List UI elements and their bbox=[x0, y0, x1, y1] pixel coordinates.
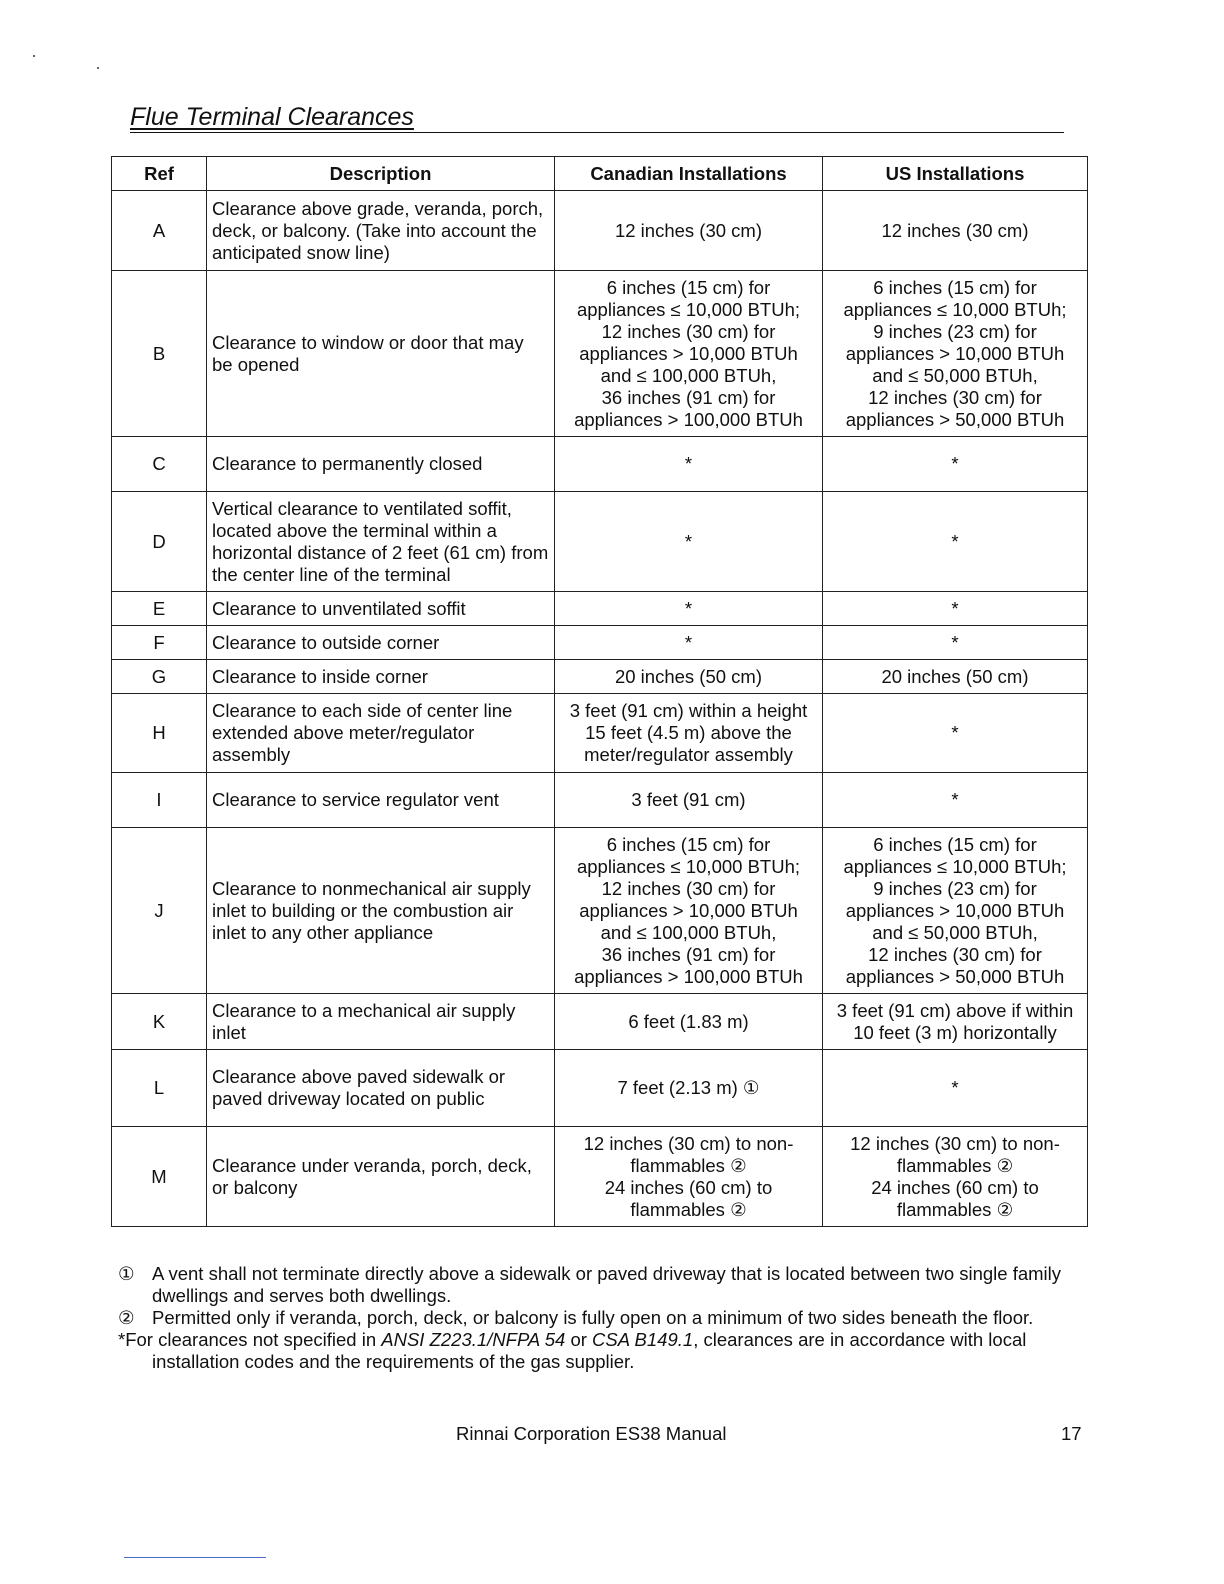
us-cell: 6 inches (15 cm) for appliances ≤ 10,000 BTUh; 9 inches (23 cm) for appliances > 10,000 BTUh and ≤ 50,000 BTUh, 12 inches (30 cm) for appliances > 50,000 BTUh bbox=[823, 271, 1088, 437]
canadian-cell: 6 inches (15 cm) for appliances ≤ 10,000 BTUh; 12 inches (30 cm) for appliances > 10,000 BTUh and ≤ 100,000 BTUh, 36 inches (91 cm) for appliances > 100,000 BTUh bbox=[555, 271, 823, 437]
ref-cell: D bbox=[112, 492, 207, 592]
us-cell: * bbox=[823, 773, 1088, 828]
scan-speck bbox=[97, 67, 99, 69]
table-row bbox=[112, 660, 1088, 694]
us-cell: 6 inches (15 cm) for appliances ≤ 10,000 BTUh; 9 inches (23 cm) for appliances > 10,000 BTUh and ≤ 50,000 BTUh, 12 inches (30 cm) for appliances > 50,000 BTUh bbox=[823, 828, 1088, 994]
canadian-cell: 20 inches (50 cm) bbox=[555, 660, 823, 694]
us-cell: 3 feet (91 cm) above if within 10 feet (3 m) horizontally bbox=[823, 994, 1088, 1050]
us-cell: * bbox=[823, 1050, 1088, 1127]
asterisk-note-prefix: *For clearances not specified in bbox=[118, 1329, 382, 1350]
ref-cell: H bbox=[112, 694, 207, 773]
footnote-1-text: A vent shall not terminate directly above a sidewalk or paved driveway that is located between two single family dwellings and serves both dwellings. bbox=[152, 1263, 1062, 1306]
description-cell: Clearance to a mechanical air supply inlet bbox=[207, 994, 555, 1050]
us-cell: * bbox=[823, 626, 1088, 660]
page-number: 17 bbox=[1061, 1423, 1082, 1444]
description-cell: Clearance to unventilated soffit bbox=[207, 592, 555, 626]
header-ref: Ref bbox=[112, 157, 207, 191]
clearances-table bbox=[111, 156, 1088, 1227]
description-cell: Clearance above paved sidewalk or paved driveway located on public bbox=[207, 1050, 555, 1127]
canadian-cell: * bbox=[555, 492, 823, 592]
us-cell: 12 inches (30 cm) bbox=[823, 191, 1088, 271]
ref-cell: J bbox=[112, 828, 207, 994]
table-row bbox=[112, 271, 1088, 437]
us-cell: 12 inches (30 cm) to non- flammables ② 24 inches (60 cm) to flammables ② bbox=[823, 1127, 1088, 1227]
footnote-2 bbox=[118, 1307, 1078, 1329]
ref-cell: L bbox=[112, 1050, 207, 1127]
table-row bbox=[112, 592, 1088, 626]
canadian-cell: 12 inches (30 cm) bbox=[555, 191, 823, 271]
table-row bbox=[112, 694, 1088, 773]
canadian-cell: 12 inches (30 cm) to non- flammables ② 24 inches (60 cm) to flammables ② bbox=[555, 1127, 823, 1227]
asterisk-note-suffix: , clearances are in accordance with local installation codes and the requirements of the gas supplier. bbox=[152, 1329, 1027, 1372]
standard-ansi: ANSI Z223.1/NFPA 54 bbox=[381, 1329, 566, 1350]
description-cell: Clearance to permanently closed bbox=[207, 437, 555, 492]
table-row bbox=[112, 437, 1088, 492]
canadian-cell: 6 inches (15 cm) for appliances ≤ 10,000 BTUh; 12 inches (30 cm) for appliances > 10,000 BTUh and ≤ 100,000 BTUh, 36 inches (91 cm) for appliances > 100,000 BTUh bbox=[555, 828, 823, 994]
scan-speck bbox=[33, 55, 35, 57]
table-row bbox=[112, 1050, 1088, 1127]
description-cell: Clearance to outside corner bbox=[207, 626, 555, 660]
footnote-asterisk bbox=[118, 1329, 1078, 1373]
asterisk-note-or: or bbox=[565, 1329, 593, 1350]
us-cell: * bbox=[823, 694, 1088, 773]
ref-cell: F bbox=[112, 626, 207, 660]
ref-cell: E bbox=[112, 592, 207, 626]
table-row bbox=[112, 492, 1088, 592]
description-cell: Clearance under veranda, porch, deck, or balcony bbox=[207, 1127, 555, 1227]
canadian-cell: 3 feet (91 cm) bbox=[555, 773, 823, 828]
description-cell: Clearance to inside corner bbox=[207, 660, 555, 694]
description-cell: Vertical clearance to ventilated soffit, located above the terminal within a horizontal distance of 2 feet (61 cm) from the center line of the terminal bbox=[207, 492, 555, 592]
table-row bbox=[112, 626, 1088, 660]
description-cell: Clearance above grade, veranda, porch, deck, or balcony. (Take into account the anticipated snow line) bbox=[207, 191, 555, 271]
bottom-rule bbox=[124, 1557, 266, 1558]
footnote-1 bbox=[118, 1263, 1078, 1307]
header-canadian: Canadian Installations bbox=[555, 157, 823, 191]
description-cell: Clearance to nonmechanical air supply inlet to building or the combustion air inlet to any other appliance bbox=[207, 828, 555, 994]
ref-cell: G bbox=[112, 660, 207, 694]
ref-cell: I bbox=[112, 773, 207, 828]
canadian-cell: 3 feet (91 cm) within a height 15 feet (4.5 m) above the meter/regulator assembly bbox=[555, 694, 823, 773]
footnote-1-marker: ① bbox=[118, 1263, 135, 1284]
table-row bbox=[112, 1127, 1088, 1227]
ref-cell: K bbox=[112, 994, 207, 1050]
table-header-row bbox=[112, 157, 1088, 191]
table-row bbox=[112, 773, 1088, 828]
canadian-cell: * bbox=[555, 626, 823, 660]
description-cell: Clearance to each side of center line extended above meter/regulator assembly bbox=[207, 694, 555, 773]
ref-cell: C bbox=[112, 437, 207, 492]
canadian-cell: * bbox=[555, 437, 823, 492]
us-cell: * bbox=[823, 492, 1088, 592]
page-title: Flue Terminal Clearances bbox=[130, 102, 1064, 133]
table-row bbox=[112, 828, 1088, 994]
footer-manual-title: Rinnai Corporation ES38 Manual bbox=[456, 1423, 727, 1444]
table-row bbox=[112, 994, 1088, 1050]
description-cell: Clearance to window or door that may be opened bbox=[207, 271, 555, 437]
us-cell: 20 inches (50 cm) bbox=[823, 660, 1088, 694]
header-description: Description bbox=[207, 157, 555, 191]
footnote-2-marker: ② bbox=[118, 1307, 135, 1328]
footnotes bbox=[118, 1263, 1078, 1373]
ref-cell: M bbox=[112, 1127, 207, 1227]
footnote-2-text: Permitted only if veranda, porch, deck, or balcony is fully open on a minimum of two sides beneath the floor. bbox=[152, 1307, 1034, 1328]
ref-cell: A bbox=[112, 191, 207, 271]
standard-csa: CSA B149.1 bbox=[592, 1329, 694, 1350]
description-cell: Clearance to service regulator vent bbox=[207, 773, 555, 828]
ref-cell: B bbox=[112, 271, 207, 437]
us-cell: * bbox=[823, 592, 1088, 626]
canadian-cell: 7 feet (2.13 m) ① bbox=[555, 1050, 823, 1127]
canadian-cell: * bbox=[555, 592, 823, 626]
us-cell: * bbox=[823, 437, 1088, 492]
header-us: US Installations bbox=[823, 157, 1088, 191]
canadian-cell: 6 feet (1.83 m) bbox=[555, 994, 823, 1050]
table-row bbox=[112, 191, 1088, 271]
